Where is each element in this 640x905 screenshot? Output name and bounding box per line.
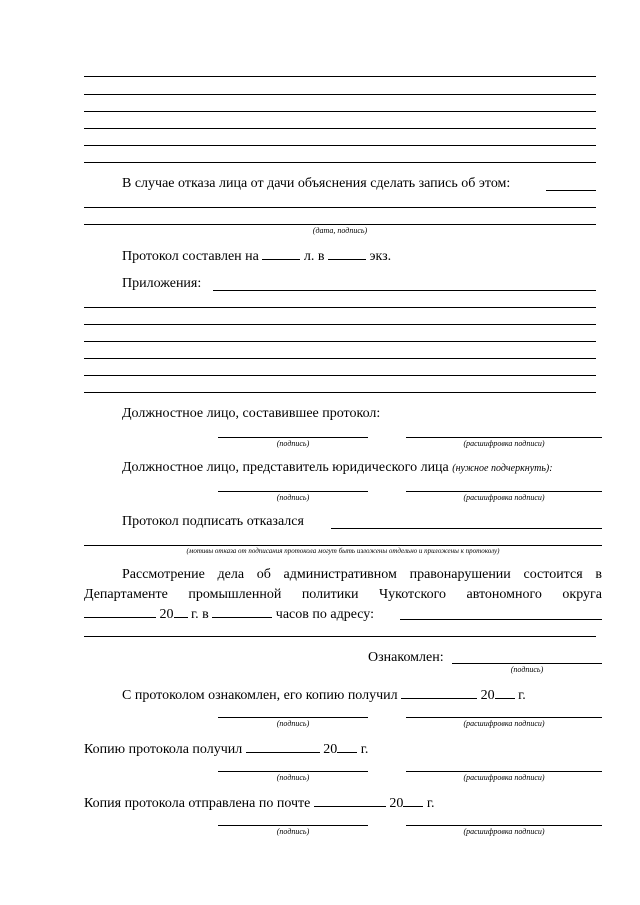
copy-got-g: г. bbox=[360, 742, 369, 757]
copy-got-line bbox=[84, 740, 368, 758]
copy-mailed-line bbox=[84, 794, 435, 812]
copy-mailed-year: 20 bbox=[389, 796, 404, 811]
ruled-line bbox=[84, 145, 596, 146]
hearing-address-label: часов по адресу: bbox=[275, 607, 374, 622]
refused-reason-line[interactable] bbox=[84, 545, 602, 546]
hearing-time-blank[interactable] bbox=[212, 605, 272, 618]
attachments-label: Приложения: bbox=[122, 276, 202, 291]
acquainted-sign-line[interactable] bbox=[452, 663, 602, 664]
refused-blank[interactable] bbox=[331, 528, 602, 529]
official2-note: (нужное подчеркнуть): bbox=[452, 463, 553, 474]
hearing-line-2: Департаменте промышленной политики Чукотского автономного округа bbox=[84, 587, 602, 602]
ruled-line bbox=[84, 324, 596, 325]
pages-text-2: л. в bbox=[303, 249, 325, 264]
sign-caption: (подпись) bbox=[276, 719, 310, 728]
hearing-address-blank[interactable] bbox=[400, 619, 602, 620]
official2-sign-line[interactable] bbox=[218, 491, 368, 492]
copy-received-sign-line[interactable] bbox=[218, 717, 368, 718]
sign-caption: (подпись) bbox=[276, 493, 310, 502]
decode-caption: (расшифровка подписи) bbox=[463, 773, 545, 782]
copy-mailed-date-blank[interactable] bbox=[314, 794, 386, 807]
copy-mailed-decode-line[interactable] bbox=[406, 825, 602, 826]
copy-got-year-blank[interactable] bbox=[337, 740, 357, 753]
official2-label bbox=[122, 460, 553, 477]
hearing-address-line[interactable] bbox=[84, 636, 596, 637]
refusal-blank[interactable] bbox=[546, 190, 596, 191]
acquainted-caption: (подпись) bbox=[510, 665, 544, 674]
sign-caption: (подпись) bbox=[276, 439, 310, 448]
hearing-year-blank[interactable] bbox=[174, 605, 188, 618]
ruled-line bbox=[84, 111, 596, 112]
copies-count-blank[interactable] bbox=[328, 247, 366, 260]
ruled-line bbox=[84, 375, 596, 376]
copy-received-year-blank[interactable] bbox=[495, 686, 515, 699]
ruled-line bbox=[84, 94, 596, 95]
sign-caption: (подпись) bbox=[276, 827, 310, 836]
decode-caption: (расшифровка подписи) bbox=[463, 827, 545, 836]
official2-decode-line[interactable] bbox=[406, 491, 602, 492]
decode-caption: (расшифровка подписи) bbox=[463, 493, 545, 502]
hearing-year: 20 bbox=[159, 607, 174, 622]
ruled-line bbox=[84, 307, 596, 308]
official-decode-line[interactable] bbox=[406, 437, 602, 438]
pages-text-3: экз. bbox=[369, 249, 392, 264]
ruled-line bbox=[84, 162, 596, 163]
acquainted-label: Ознакомлен: bbox=[368, 650, 444, 665]
ruled-line bbox=[84, 224, 596, 225]
refused-caption: (мотивы отказа от подписания протокола могут быть изложены отдельно и приложены к протоколу) bbox=[186, 547, 500, 555]
hearing-line-3 bbox=[84, 605, 374, 623]
decode-caption: (расшифровка подписи) bbox=[463, 719, 545, 728]
ruled-line bbox=[84, 76, 596, 77]
ruled-line bbox=[84, 207, 596, 208]
hearing-line-1: Рассмотрение дела об административном правонарушении состоится в bbox=[122, 567, 602, 582]
pages-line bbox=[122, 247, 391, 265]
attachments-blank[interactable] bbox=[213, 290, 596, 291]
copy-received-year: 20 bbox=[480, 688, 495, 703]
copy-got-year: 20 bbox=[323, 742, 338, 757]
refused-label: Протокол подписать отказался bbox=[122, 514, 304, 529]
official-label: Должностное лицо, составившее протокол: bbox=[122, 406, 381, 421]
copy-got-date-blank[interactable] bbox=[246, 740, 320, 753]
pages-text-1: Протокол составлен на bbox=[122, 249, 259, 264]
hearing-g: г. в bbox=[191, 607, 209, 622]
copy-got-decode-line[interactable] bbox=[406, 771, 602, 772]
copy-received-g: г. bbox=[518, 688, 526, 703]
copy-mailed-g: г. bbox=[426, 796, 435, 811]
official-sign-line[interactable] bbox=[218, 437, 368, 438]
copy-received-text: С протоколом ознакомлен, его копию получил bbox=[122, 688, 398, 703]
copy-received-line bbox=[122, 686, 526, 704]
ruled-line bbox=[84, 341, 596, 342]
ruled-line bbox=[84, 128, 596, 129]
hearing-date-blank[interactable] bbox=[84, 605, 156, 618]
refusal-text: В случае отказа лица от дачи объяснения сделать запись об этом: bbox=[122, 176, 511, 191]
copy-got-text: Копию протокола получил bbox=[84, 742, 243, 757]
copy-got-sign-line[interactable] bbox=[218, 771, 368, 772]
official2-text: Должностное лицо, представитель юридического лица bbox=[122, 460, 449, 475]
refusal-caption: (дата, подпись) bbox=[312, 226, 368, 235]
copy-mailed-year-blank[interactable] bbox=[403, 794, 423, 807]
copy-mailed-sign-line[interactable] bbox=[218, 825, 368, 826]
ruled-line bbox=[84, 392, 596, 393]
sign-caption: (подпись) bbox=[276, 773, 310, 782]
copy-mailed-text: Копия протокола отправлена по почте bbox=[84, 796, 311, 811]
decode-caption: (расшифровка подписи) bbox=[463, 439, 545, 448]
pages-count-blank[interactable] bbox=[262, 247, 300, 260]
copy-received-decode-line[interactable] bbox=[406, 717, 602, 718]
copy-received-date-blank[interactable] bbox=[401, 686, 477, 699]
ruled-line bbox=[84, 358, 596, 359]
